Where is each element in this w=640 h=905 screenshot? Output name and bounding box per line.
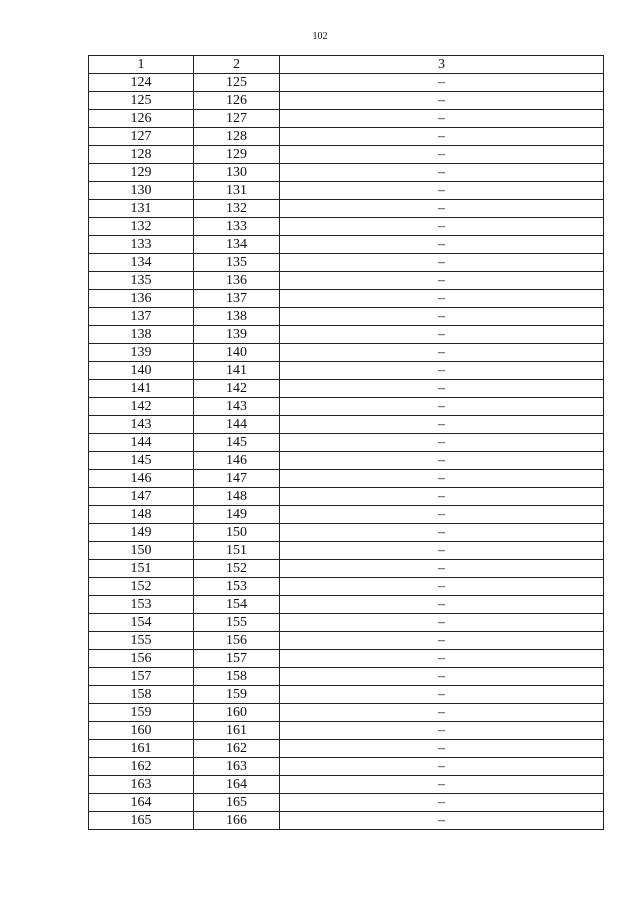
table-row bbox=[89, 578, 604, 596]
table-cell-col-1: 136 bbox=[89, 290, 194, 308]
table-row bbox=[89, 596, 604, 614]
table-cell-col-3: – bbox=[280, 254, 604, 272]
table-row bbox=[89, 182, 604, 200]
table-cell-col-1: 128 bbox=[89, 146, 194, 164]
table-cell-col-2: 125 bbox=[194, 74, 280, 92]
table-cell-col-2: 131 bbox=[194, 182, 280, 200]
table-row bbox=[89, 452, 604, 470]
table-cell-col-3: – bbox=[280, 506, 604, 524]
table-cell-col-2: 145 bbox=[194, 434, 280, 452]
table-row bbox=[89, 254, 604, 272]
table-row bbox=[89, 740, 604, 758]
table-cell-col-2: 140 bbox=[194, 344, 280, 362]
table-cell-col-3: – bbox=[280, 398, 604, 416]
table-cell-col-2: 158 bbox=[194, 668, 280, 686]
table-cell-col-1: 164 bbox=[89, 794, 194, 812]
data-table bbox=[88, 55, 604, 830]
table-cell-col-3: – bbox=[280, 794, 604, 812]
table-cell-col-3: – bbox=[280, 200, 604, 218]
table-row bbox=[89, 200, 604, 218]
table-cell-col-1: 154 bbox=[89, 614, 194, 632]
table-cell-col-3: – bbox=[280, 776, 604, 794]
table-cell-col-2: 135 bbox=[194, 254, 280, 272]
table-row bbox=[89, 668, 604, 686]
table-row bbox=[89, 650, 604, 668]
table-cell-col-2: 164 bbox=[194, 776, 280, 794]
table-cell-col-3: – bbox=[280, 110, 604, 128]
table-cell-col-3: – bbox=[280, 308, 604, 326]
table-cell-col-3: – bbox=[280, 92, 604, 110]
table-cell-col-2: 129 bbox=[194, 146, 280, 164]
table-cell-col-2: 150 bbox=[194, 524, 280, 542]
table-row bbox=[89, 290, 604, 308]
table-row bbox=[89, 362, 604, 380]
table-row bbox=[89, 434, 604, 452]
table-cell-col-3: – bbox=[280, 470, 604, 488]
table-cell-col-3: – bbox=[280, 326, 604, 344]
table-cell-col-1: 139 bbox=[89, 344, 194, 362]
table-row bbox=[89, 524, 604, 542]
table-cell-col-2: 146 bbox=[194, 452, 280, 470]
table-cell-col-1: 156 bbox=[89, 650, 194, 668]
table-cell-col-3: – bbox=[280, 578, 604, 596]
table-cell-col-1: 146 bbox=[89, 470, 194, 488]
table-cell-col-3: – bbox=[280, 740, 604, 758]
page-number: 102 bbox=[312, 31, 328, 42]
table-cell-col-1: 147 bbox=[89, 488, 194, 506]
table-cell-col-2: 143 bbox=[194, 398, 280, 416]
table-cell-col-3: – bbox=[280, 632, 604, 650]
table-cell-col-2: 160 bbox=[194, 704, 280, 722]
table-row bbox=[89, 416, 604, 434]
table-cell-col-3: – bbox=[280, 686, 604, 704]
table-row bbox=[89, 308, 604, 326]
table-cell-col-2: 163 bbox=[194, 758, 280, 776]
table-cell-col-1: 137 bbox=[89, 308, 194, 326]
table-cell-col-3: – bbox=[280, 380, 604, 398]
table-cell-col-1: 145 bbox=[89, 452, 194, 470]
table-row bbox=[89, 470, 604, 488]
table-cell-col-2: 132 bbox=[194, 200, 280, 218]
table-cell-col-2: 157 bbox=[194, 650, 280, 668]
table-cell-col-3: – bbox=[280, 614, 604, 632]
table-row bbox=[89, 686, 604, 704]
table-cell-col-2: 139 bbox=[194, 326, 280, 344]
table-cell-col-1: 142 bbox=[89, 398, 194, 416]
table-row bbox=[89, 560, 604, 578]
table-cell-col-3: – bbox=[280, 434, 604, 452]
table-cell-col-1: 165 bbox=[89, 812, 194, 830]
table-cell-col-2: 156 bbox=[194, 632, 280, 650]
table-row bbox=[89, 236, 604, 254]
table-cell-col-3: – bbox=[280, 362, 604, 380]
table-cell-col-1: 151 bbox=[89, 560, 194, 578]
table-cell-col-1: 148 bbox=[89, 506, 194, 524]
table-cell-col-1: 138 bbox=[89, 326, 194, 344]
table-cell-col-1: 153 bbox=[89, 596, 194, 614]
table-cell-col-2: 138 bbox=[194, 308, 280, 326]
table-row bbox=[89, 164, 604, 182]
table-cell-col-3: – bbox=[280, 344, 604, 362]
table-cell-col-2: 142 bbox=[194, 380, 280, 398]
table-cell-col-3: – bbox=[280, 290, 604, 308]
table-cell-col-1: 141 bbox=[89, 380, 194, 398]
table-row bbox=[89, 488, 604, 506]
table-cell-col-3: – bbox=[280, 722, 604, 740]
table-row bbox=[89, 794, 604, 812]
table-row bbox=[89, 776, 604, 794]
table-cell-col-2: 144 bbox=[194, 416, 280, 434]
table-cell-col-2: 128 bbox=[194, 128, 280, 146]
table-cell-col-1: 144 bbox=[89, 434, 194, 452]
table-cell-col-1: 150 bbox=[89, 542, 194, 560]
table-row bbox=[89, 326, 604, 344]
table-cell-col-2: 165 bbox=[194, 794, 280, 812]
table-cell-col-1: 130 bbox=[89, 182, 194, 200]
table-row bbox=[89, 758, 604, 776]
table-cell-col-3: – bbox=[280, 74, 604, 92]
table-cell-col-3: – bbox=[280, 416, 604, 434]
table-row bbox=[89, 146, 604, 164]
table-cell-col-3: – bbox=[280, 182, 604, 200]
table-cell-col-3: – bbox=[280, 128, 604, 146]
table-cell-col-1: 134 bbox=[89, 254, 194, 272]
table-cell-col-1: 157 bbox=[89, 668, 194, 686]
table-cell-col-1: 126 bbox=[89, 110, 194, 128]
table-cell-col-1: 152 bbox=[89, 578, 194, 596]
table-row bbox=[89, 506, 604, 524]
table-row bbox=[89, 614, 604, 632]
table-cell-col-1: 125 bbox=[89, 92, 194, 110]
table-cell-col-2: 152 bbox=[194, 560, 280, 578]
table-cell-col-2: 151 bbox=[194, 542, 280, 560]
table-cell-col-2: 148 bbox=[194, 488, 280, 506]
table-cell-col-3: – bbox=[280, 272, 604, 290]
table-cell-col-2: 127 bbox=[194, 110, 280, 128]
table-row bbox=[89, 92, 604, 110]
table-row bbox=[89, 632, 604, 650]
table-cell-col-3: – bbox=[280, 758, 604, 776]
table-cell-col-2: 130 bbox=[194, 164, 280, 182]
table-cell-col-1: 163 bbox=[89, 776, 194, 794]
table-cell-col-2: 153 bbox=[194, 578, 280, 596]
table-cell-col-3: – bbox=[280, 668, 604, 686]
column-header-1: 1 bbox=[89, 56, 194, 74]
table-cell-col-1: 132 bbox=[89, 218, 194, 236]
table-row bbox=[89, 722, 604, 740]
table-cell-col-1: 135 bbox=[89, 272, 194, 290]
table-cell-col-2: 141 bbox=[194, 362, 280, 380]
table-row bbox=[89, 128, 604, 146]
table-cell-col-1: 160 bbox=[89, 722, 194, 740]
table-row bbox=[89, 218, 604, 236]
table-cell-col-2: 134 bbox=[194, 236, 280, 254]
table-cell-col-1: 124 bbox=[89, 74, 194, 92]
table-cell-col-1: 143 bbox=[89, 416, 194, 434]
table-row bbox=[89, 380, 604, 398]
table-row bbox=[89, 344, 604, 362]
table-cell-col-3: – bbox=[280, 704, 604, 722]
column-header-3: 3 bbox=[280, 56, 604, 74]
table-cell-col-2: 162 bbox=[194, 740, 280, 758]
table-cell-col-3: – bbox=[280, 146, 604, 164]
table-cell-col-2: 166 bbox=[194, 812, 280, 830]
table-cell-col-2: 147 bbox=[194, 470, 280, 488]
table-cell-col-3: – bbox=[280, 650, 604, 668]
table-cell-col-2: 133 bbox=[194, 218, 280, 236]
table-cell-col-1: 155 bbox=[89, 632, 194, 650]
table-header bbox=[89, 56, 604, 74]
table-row bbox=[89, 110, 604, 128]
table-row bbox=[89, 542, 604, 560]
table-cell-col-1: 140 bbox=[89, 362, 194, 380]
table-cell-col-2: 154 bbox=[194, 596, 280, 614]
table-cell-col-2: 159 bbox=[194, 686, 280, 704]
column-header-2: 2 bbox=[194, 56, 280, 74]
table-cell-col-1: 149 bbox=[89, 524, 194, 542]
table-cell-col-1: 158 bbox=[89, 686, 194, 704]
table-cell-col-1: 161 bbox=[89, 740, 194, 758]
table-body bbox=[89, 74, 604, 830]
table-cell-col-3: – bbox=[280, 812, 604, 830]
table-cell-col-2: 149 bbox=[194, 506, 280, 524]
table-cell-col-3: – bbox=[280, 596, 604, 614]
table-row bbox=[89, 704, 604, 722]
table-cell-col-2: 155 bbox=[194, 614, 280, 632]
table-row bbox=[89, 74, 604, 92]
table-cell-col-3: – bbox=[280, 236, 604, 254]
table-row bbox=[89, 398, 604, 416]
table-cell-col-1: 129 bbox=[89, 164, 194, 182]
table-cell-col-3: – bbox=[280, 488, 604, 506]
table-cell-col-2: 136 bbox=[194, 272, 280, 290]
table-cell-col-1: 159 bbox=[89, 704, 194, 722]
table-row bbox=[89, 812, 604, 830]
table-cell-col-3: – bbox=[280, 164, 604, 182]
table-row bbox=[89, 272, 604, 290]
table-cell-col-3: – bbox=[280, 452, 604, 470]
table-cell-col-1: 131 bbox=[89, 200, 194, 218]
table-cell-col-1: 127 bbox=[89, 128, 194, 146]
table-cell-col-2: 126 bbox=[194, 92, 280, 110]
table-cell-col-3: – bbox=[280, 218, 604, 236]
table-cell-col-1: 162 bbox=[89, 758, 194, 776]
table-cell-col-2: 137 bbox=[194, 290, 280, 308]
table-cell-col-3: – bbox=[280, 524, 604, 542]
table-cell-col-3: – bbox=[280, 542, 604, 560]
header-row bbox=[89, 56, 604, 74]
table-cell-col-2: 161 bbox=[194, 722, 280, 740]
table-cell-col-1: 133 bbox=[89, 236, 194, 254]
table-cell-col-3: – bbox=[280, 560, 604, 578]
